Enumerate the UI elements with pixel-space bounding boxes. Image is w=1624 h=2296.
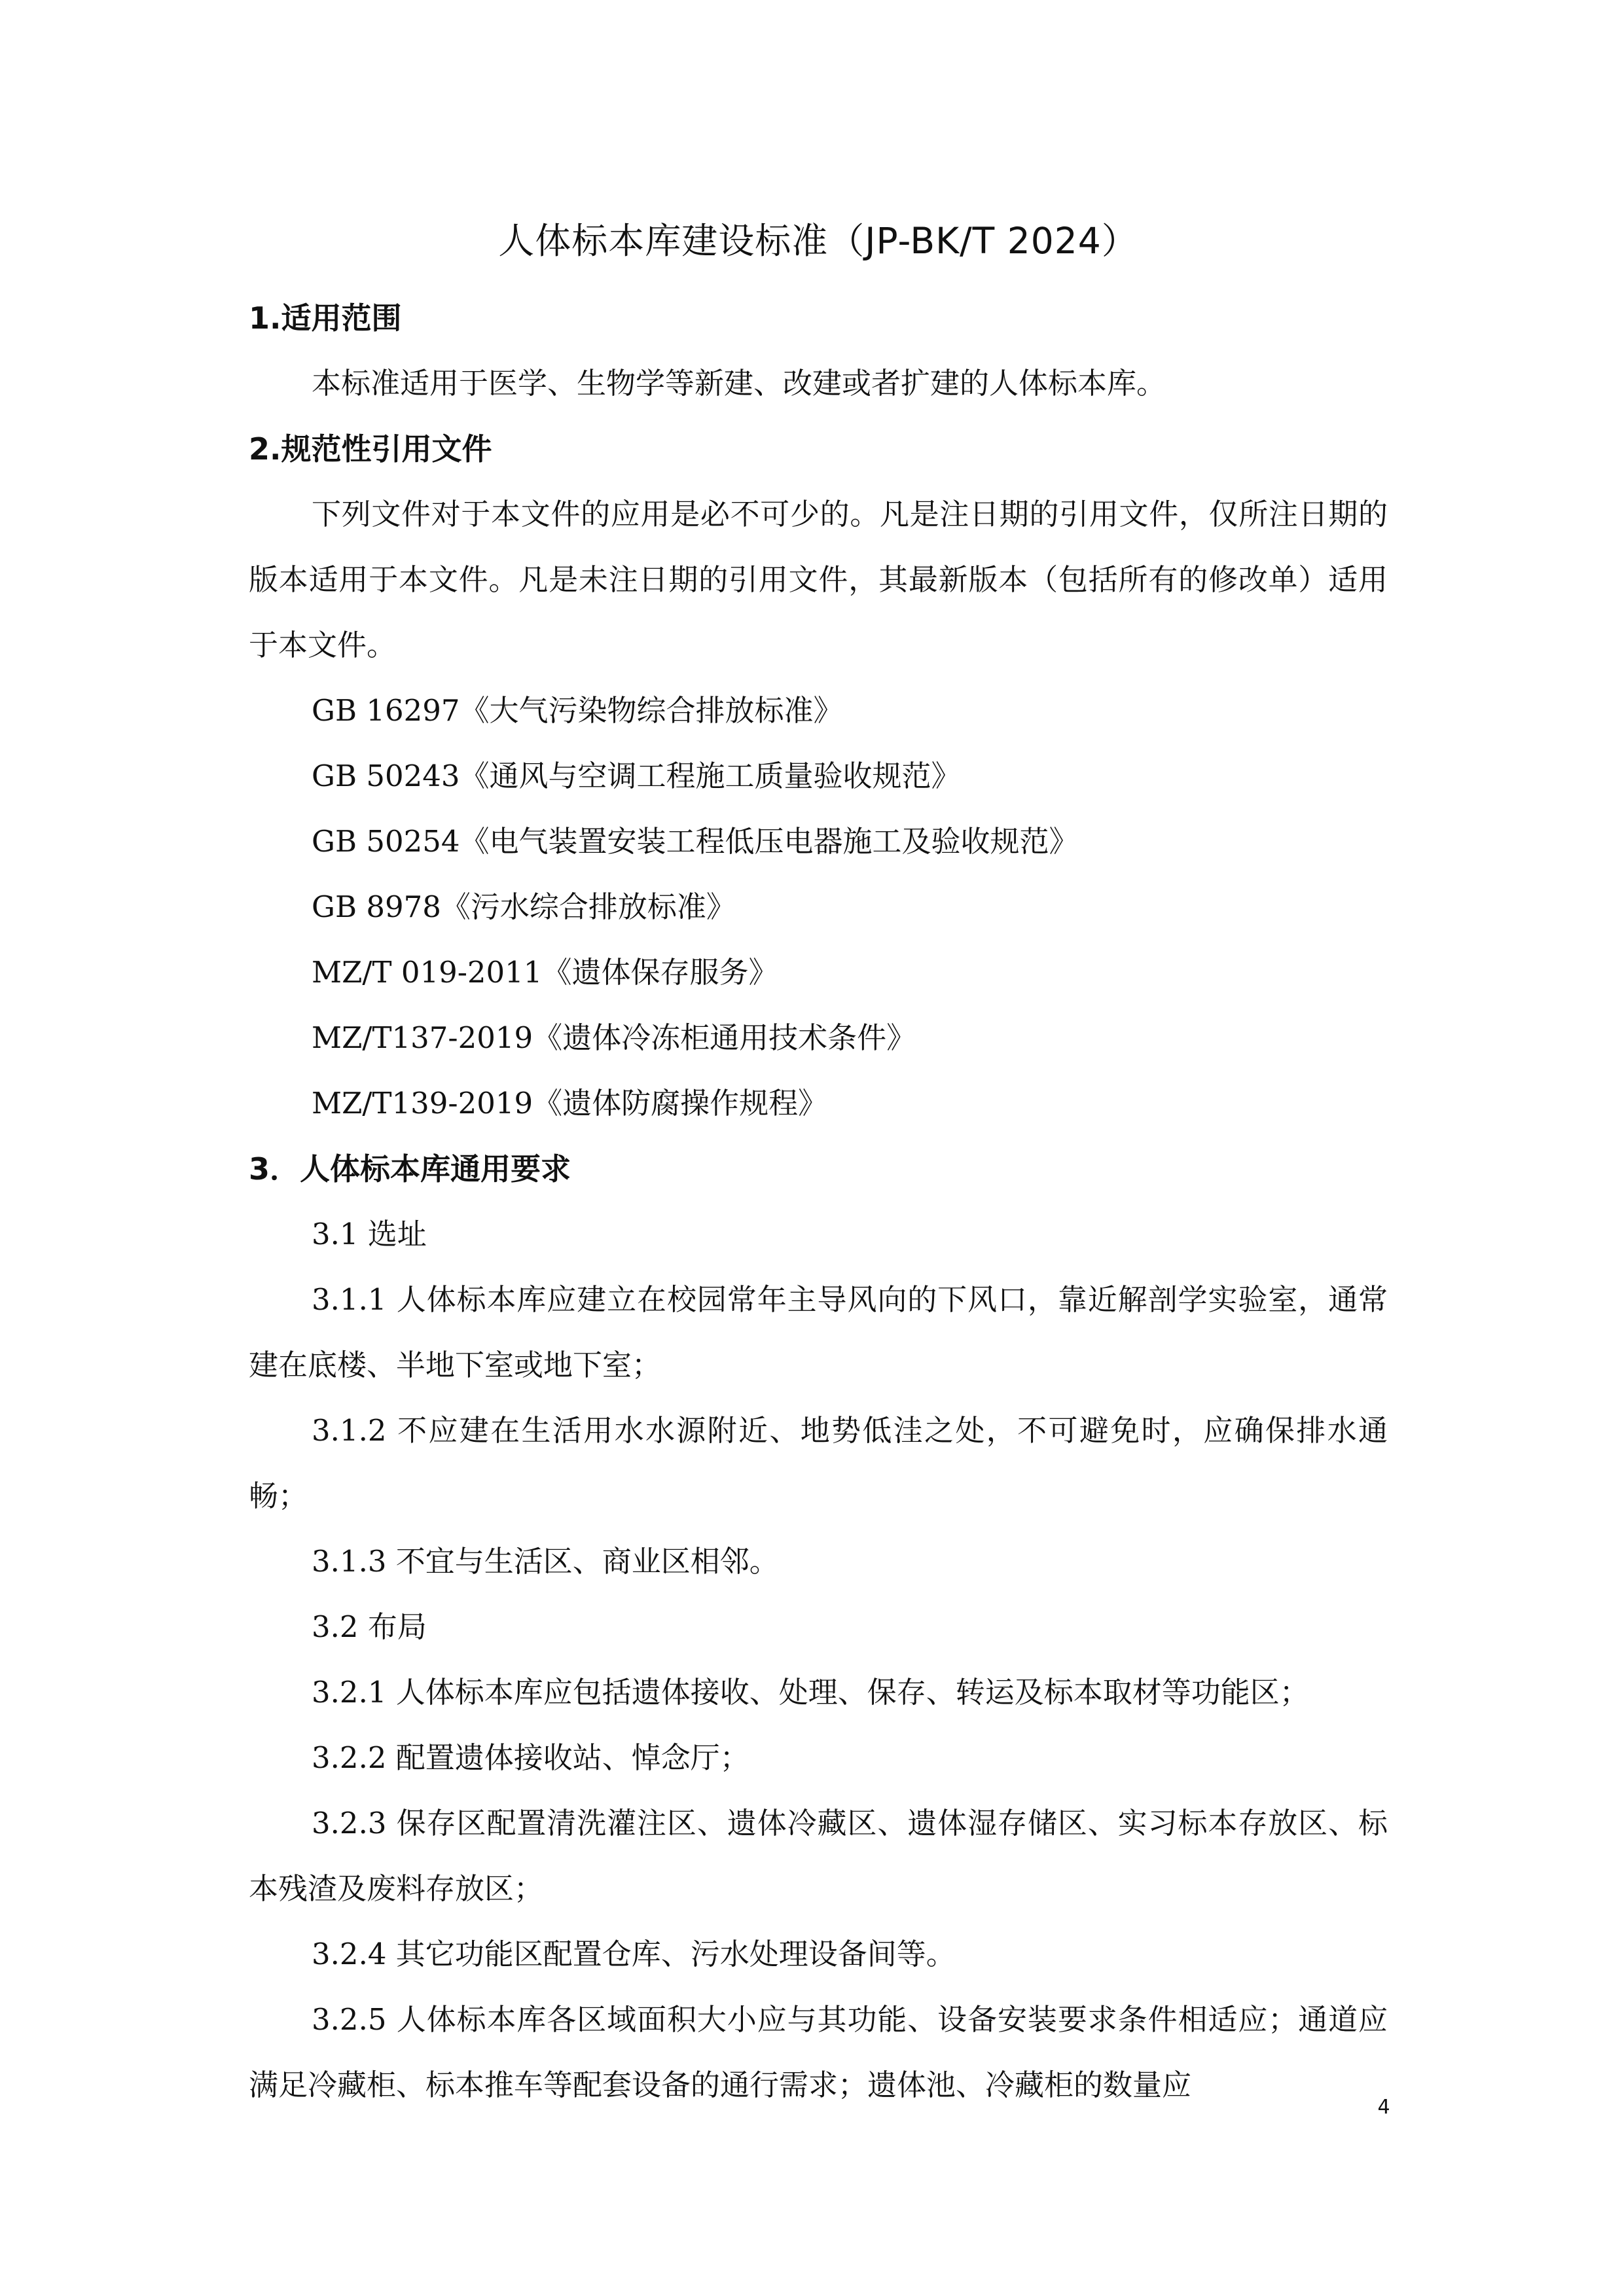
layout-clause: 3.2.2 配置遗体接收站、悼念厅； [312, 1740, 749, 1775]
page-number: 4 [1377, 2096, 1390, 2119]
subsection-heading-site: 3.1 选址 [312, 1217, 427, 1251]
section-heading-general: 3．人体标本库通用要求 [249, 1151, 571, 1187]
reference-item: GB 50243《通风与空调工程施工质量验收规范》 [312, 759, 961, 793]
section-heading-references: 2.规范性引用文件 [249, 431, 492, 467]
reference-item: MZ/T137-2019《遗体冷冻柜通用技术条件》 [312, 1020, 916, 1055]
site-clause: 3.1.1 人体标本库应建立在校园常年主导风向的下风口，靠近解剖学实验室，通常建在底楼、半地下室或地下室； [249, 1282, 1388, 1382]
section-heading-scope: 1.适用范围 [249, 300, 402, 336]
reference-item: MZ/T139-2019《遗体防腐操作规程》 [312, 1086, 828, 1121]
layout-clause: 3.2.1 人体标本库应包括遗体接收、处理、保存、转运及标本取材等功能区； [312, 1675, 1309, 1710]
site-clause: 3.1.2 不应建在生活用水水源附近、地势低洼之处，不可避免时，应确保排水通畅； [249, 1413, 1388, 1513]
reference-item: GB 16297《大气污染物综合排放标准》 [312, 693, 843, 728]
subsection-heading-layout: 3.2 布局 [312, 1609, 427, 1644]
site-clause: 3.1.3 不宜与生活区、商业区相邻。 [312, 1544, 779, 1579]
reference-item: MZ/T 019-2011《遗体保存服务》 [312, 955, 778, 990]
layout-clause: 3.2.4 其它功能区配置仓库、污水处理设备间等。 [312, 1937, 956, 1971]
reference-item: GB 8978《污水综合排放标准》 [312, 889, 736, 924]
layout-clause: 3.2.3 保存区配置清洗灌注区、遗体冷藏区、遗体湿存储区、实习标本存放区、标本残渣及废料存放区； [249, 1806, 1388, 1906]
document-body [249, 208, 1388, 2118]
document-title: 人体标本库建设标准（JP-BK/T 2024） [498, 220, 1138, 262]
references-intro-paragraph: 下列文件对于本文件的应用是必不可少的。凡是注日期的引用文件，仅所注日期的版本适用于本文件。凡是未注日期的引用文件，其最新版本（包括所有的修改单）适用于本文件。 [249, 497, 1388, 662]
scope-paragraph: 本标准适用于医学、生物学等新建、改建或者扩建的人体标本库。 [312, 366, 1166, 401]
reference-item: GB 50254《电气装置安装工程低压电器施工及验收规范》 [312, 824, 1079, 859]
layout-clause: 3.2.5 人体标本库各区域面积大小应与其功能、设备安装要求条件相适应；通道应满足冷藏柜、标本推车等配套设备的通行需求；遗体池、冷藏柜的数量应 [249, 2002, 1388, 2102]
